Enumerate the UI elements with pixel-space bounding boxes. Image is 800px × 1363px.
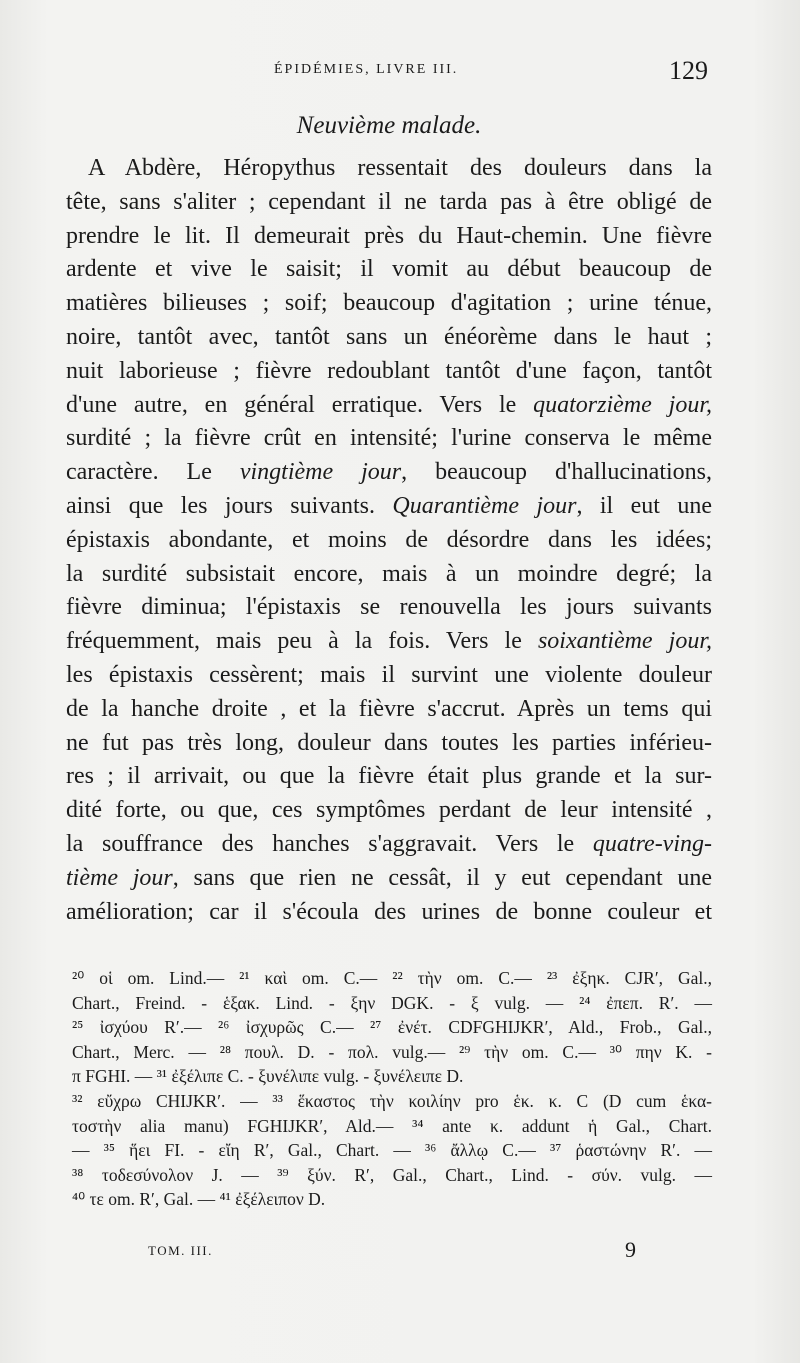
italic-text: tième jour [66,864,173,891]
body-line [66,558,712,592]
text-span: prendre le lit. Il demeurait près du Haut-chemin. Une fièvre [66,222,712,249]
text-span: noire, tantôt avec, tantôt sans un énéorème dans le haut ; [66,323,712,350]
text-span: de la hanche droite , et la fièvre s'accrut. Après un tems qui [66,695,712,722]
body-line [66,591,712,625]
text-span: tête, sans s'aliter ; cependant il ne tarda pas à être obligé de [66,188,712,215]
text-span: d'une autre, en général erratique. Vers le [66,391,534,418]
body-line [66,693,712,727]
section-title: Neuvième malade. [296,112,482,139]
italic-text: quatorzième jour, [533,391,713,418]
text-span: fièvre diminua; l'épistaxis se renouvella les jours suivants [66,594,712,621]
footnote-line: ²⁵ ἰσχύου R′.— ²⁶ ἰσχυρῶς C.— ²⁷ ἐνέτ. CDFGHIJKR′, Ald., Frob., Gal., [72,1017,712,1038]
body-line [66,659,712,693]
text-span: ne fut pas très long, douleur dans toutes les parties inférieu- [66,729,712,756]
footnote-line: τοστὴν alia manu) FGHIJKR′, Ald.— ³⁴ ante κ. addunt ἡ Gal., Chart. [72,1115,712,1136]
text-span: , sans que rien ne cessât, il y eut cependant une [172,864,713,891]
italic-text: vingtième jour [239,459,402,486]
volume-label: TOM. III. [148,1243,213,1258]
footnote-line: ³⁸ τοδεσύνολον J. — ³⁹ ξύν. R′, Gal., Chart., Lind. - σύν. vulg. — [72,1164,712,1185]
body-line [66,253,712,287]
body-line [66,186,712,220]
text-span: ainsi que les jours suivants. [66,492,393,519]
footnote-line: Chart., Merc. — ²⁸ πουλ. D. - πολ. vulg.— ²⁹ τὴν om. C.— ³⁰ πην K. - [72,1041,712,1062]
text-span: dité forte, ou que, ces symptômes perdant de leur intensité , [66,797,712,824]
body-line [66,152,712,186]
body-line [66,389,712,423]
text-span: fréquemment, mais peu à la fois. Vers le [66,628,538,655]
running-head: ÉPIDÉMIES, LIVRE III. [274,62,459,77]
body-line [66,794,712,828]
body-line [66,355,712,389]
text-span: épistaxis abondante, et moins de désordre dans les idées; [66,526,712,553]
body-line [66,896,712,930]
text-span: les épistaxis cessèrent; mais il survint une violente douleur [66,661,712,688]
italic-text: Quarantième jour [392,492,577,519]
footnotes [72,966,712,1212]
body-line [66,287,712,321]
text-span: la surdité subsistait encore, mais à un moindre degré; la [66,560,712,587]
body-line [66,524,712,558]
italic-text: quatre-ving- [592,830,712,857]
page-number: 129 [669,56,708,85]
text-span: , il eut une [576,492,713,519]
text-span: caractère. Le [66,459,240,486]
body-line [66,490,712,524]
text-span: amélioration; car il s'écoula des urines de bonne couleur et [66,898,712,925]
footnote-line: ²⁰ οἱ om. Lind.— ²¹ καὶ om. C.— ²² τὴν om. C.— ²³ ἐξηκ. CJR′, Gal., [72,968,712,988]
footnote-line: Chart., Freind. - ἑξακ. Lind. - ξην DGK. - ξ vulg. — ²⁴ ἐπεπ. R′. — [72,992,712,1013]
body-line [66,321,712,355]
body-line [66,727,712,761]
body-line [66,862,712,896]
footnote-line: π FGHI. — ³¹ ἐξέλιπε C. - ξυνέλιπε vulg. - ξυνέλειπε D. [72,1066,464,1087]
footnote-line: — ³⁵ ἥει FI. - εἴη R′, Gal., Chart. — ³⁶ ἄλλῳ C.— ³⁷ ῥαστώνην R′. — [72,1140,712,1161]
italic-text: soixantième jour, [537,628,712,655]
body-line [66,456,712,490]
text-span: ardente et vive le saisit; il vomit au début beaucoup de [66,256,712,283]
text-span: surdité ; la fièvre crût en intensité; l'urine conserva le même [66,425,712,452]
page-footer [148,1237,648,1273]
text-span: A Abdère, Héropythus ressentait des douleurs dans la [88,155,712,181]
text-span: res ; il arrivait, ou que la fièvre était plus grande et la sur- [66,763,712,790]
text-span: nuit laborieuse ; fièvre redoublant tantôt d'une façon, tantôt [66,357,712,384]
text-span: , beaucoup d'hallucinations, [401,459,712,486]
body-line [66,760,712,794]
page-header [66,58,710,88]
body-text [66,152,712,929]
body-line [66,625,712,659]
body-line [66,422,712,456]
body-line [66,220,712,254]
body-line [66,828,712,862]
footnote-line: ³² εὔχρω CHIJKR′. — ³³ ἕκαστος τὴν κοιλίην pro ἑκ. κ. C (D cum ἑκα- [72,1090,712,1111]
text-span: matières bilieuses ; soif; beaucoup d'agitation ; urine ténue, [66,290,712,317]
signature-mark: 9 [625,1237,636,1262]
footnote-line: ⁴⁰ τε om. R′, Gal. — ⁴¹ ἐξέλειπον D. [72,1189,326,1210]
text-span: la souffrance des hanches s'aggravait. Vers le [66,830,593,857]
